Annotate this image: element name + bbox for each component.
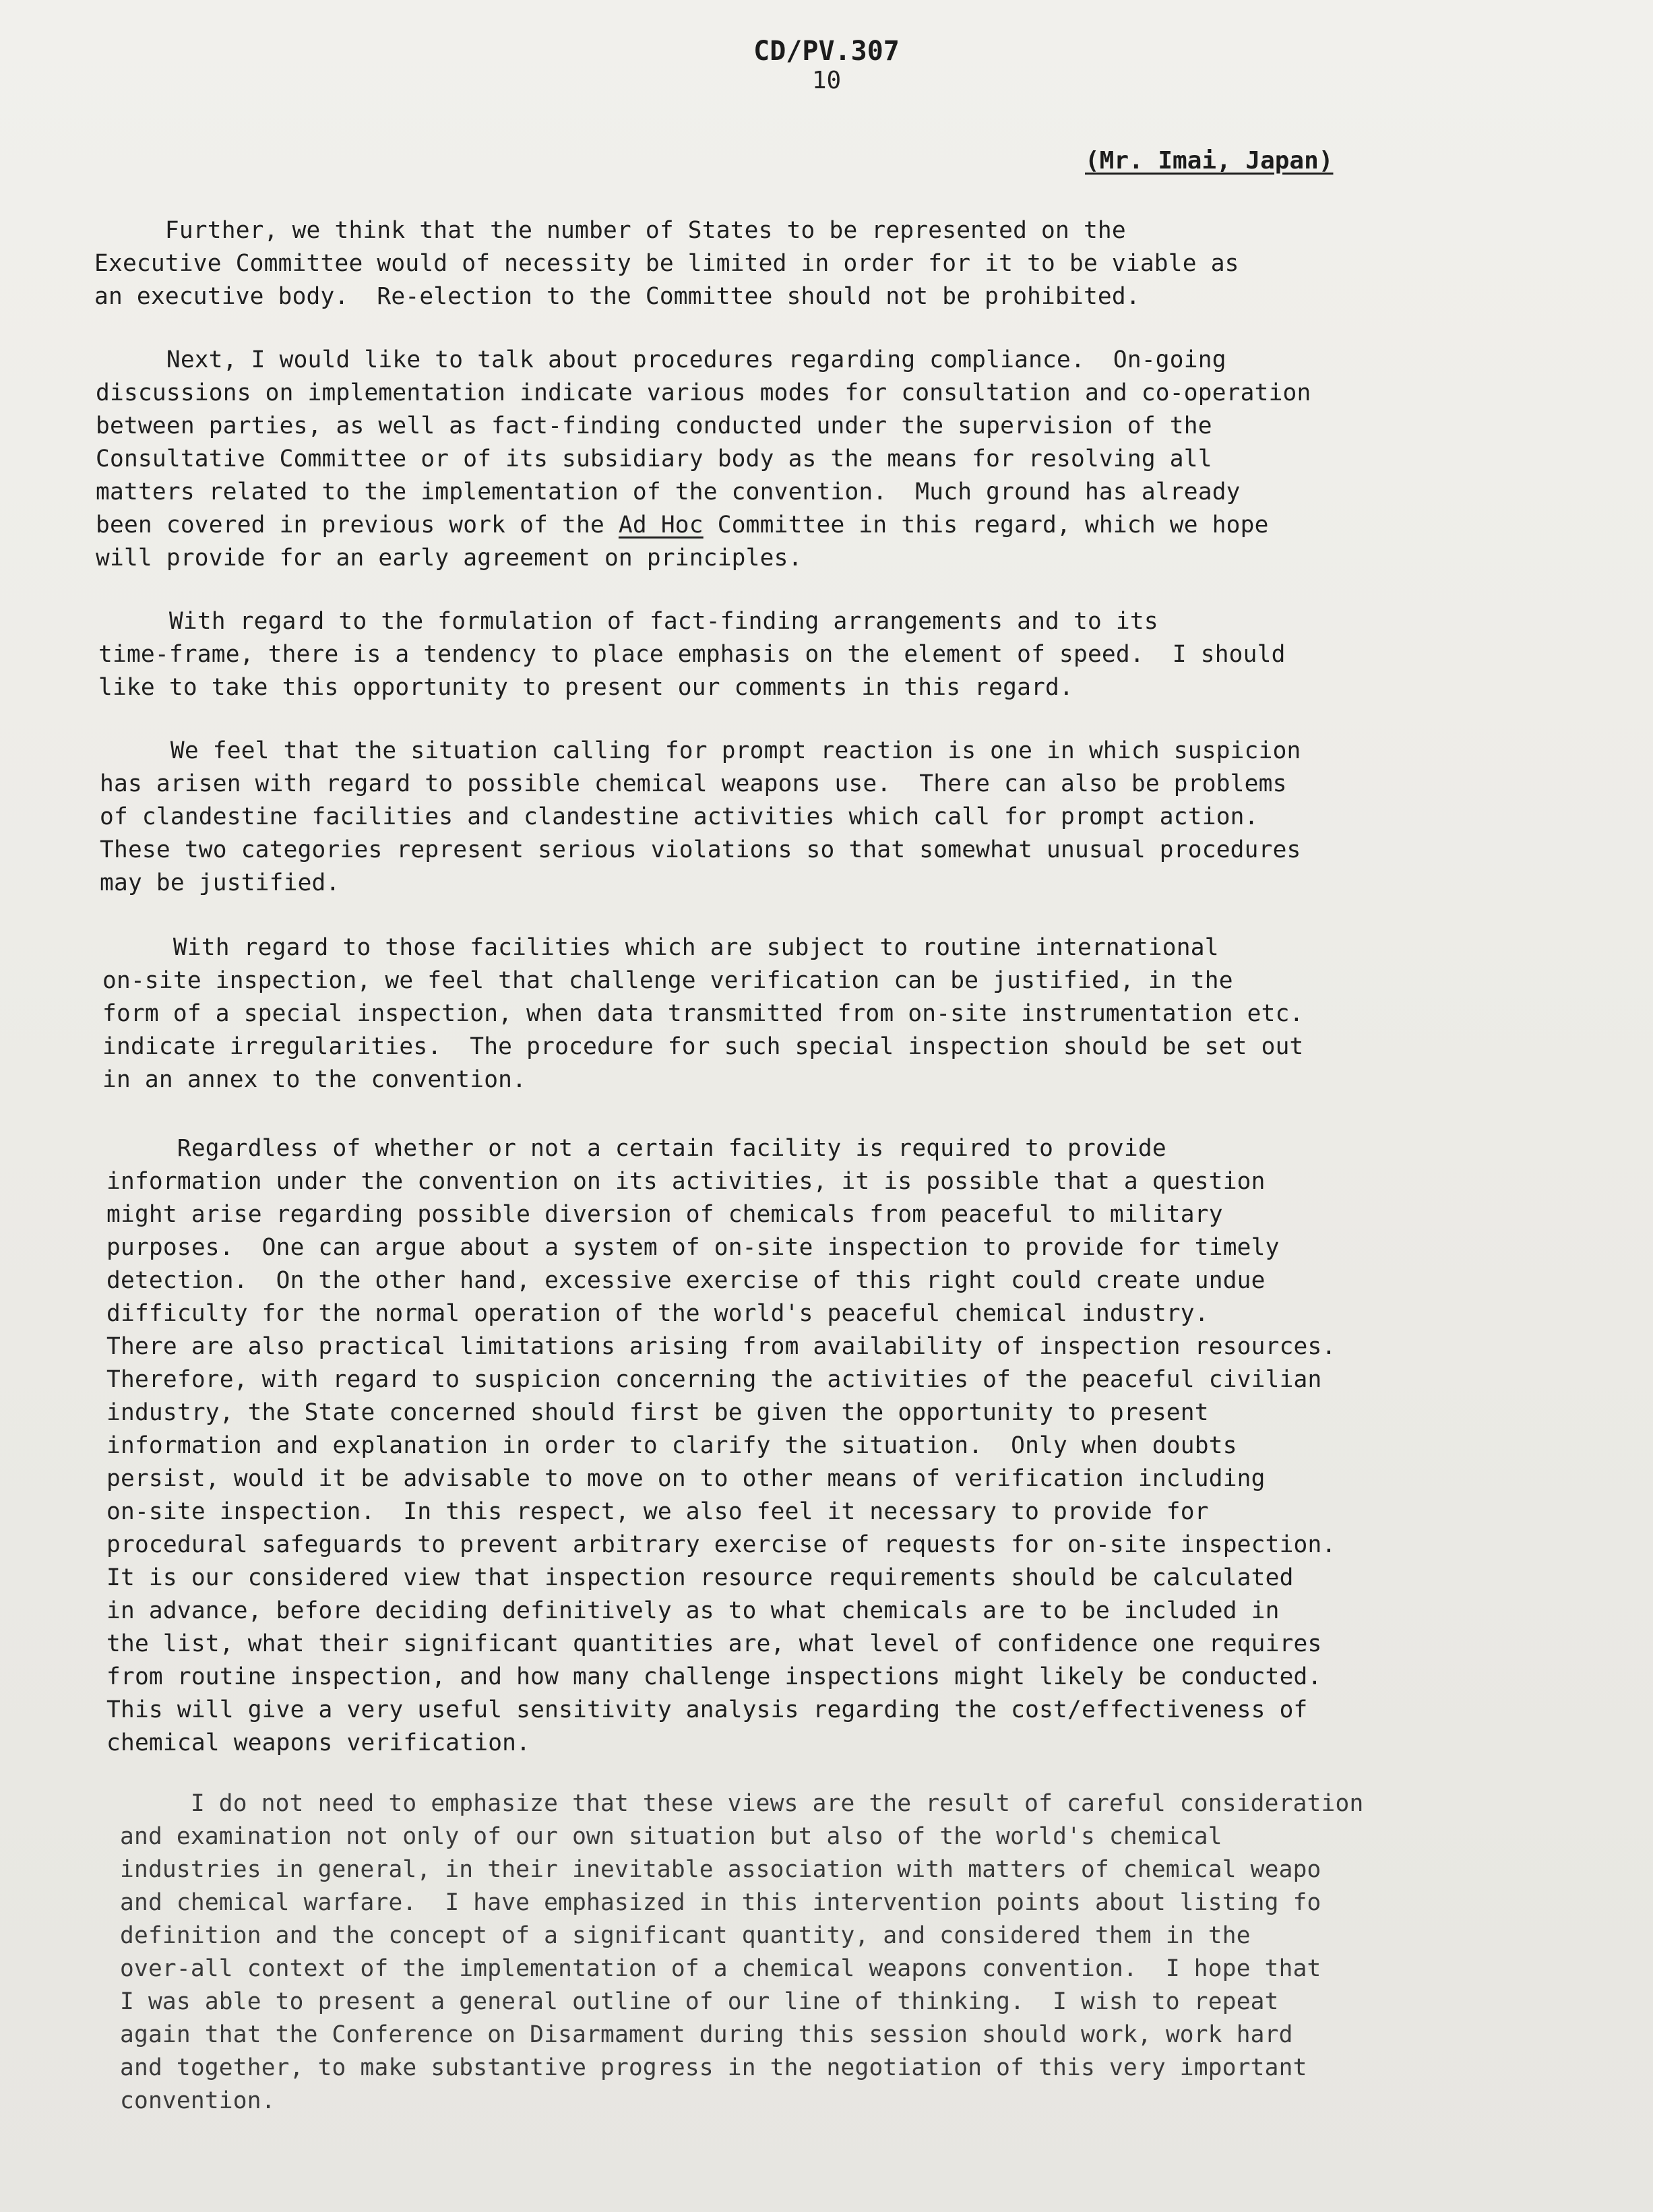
text-line: over-all context of the implementation of a chemical weapons convention. I hope that <box>120 1955 1321 1982</box>
text-line: indicate irregularities. The procedure for such special inspection should be set out <box>102 1033 1304 1060</box>
text-line: between parties, as well as fact-finding conducted under the supervision of the <box>96 412 1212 439</box>
text-line: might arise regarding possible diversion of chemicals from peaceful to military <box>106 1201 1223 1228</box>
paragraph-7 <box>120 1787 1363 2118</box>
paragraph-2 <box>96 344 1311 575</box>
text-line: the list, what their significant quantities are, what level of confidence one requires <box>106 1630 1322 1657</box>
text-segment: Committee in this regard, which we hope <box>703 512 1269 539</box>
text-line: again that the Conference on Disarmament during this session should work, work hard <box>120 2021 1293 2048</box>
page-number: 10 <box>811 67 842 94</box>
text-line: persist, would it be advisable to move on to other means of verification including <box>106 1465 1266 1492</box>
text-line: in an annex to the convention. <box>102 1066 527 1093</box>
text-line: Next, I would like to talk about procedures regarding compliance. On-going <box>96 346 1226 373</box>
text-line: We feel that the situation calling for prompt reaction is one in which suspicion <box>100 737 1301 764</box>
text-line: of clandestine facilities and clandestine activities which call for prompt action. <box>100 803 1259 830</box>
text-line: matters related to the implementation of the convention. Much ground has already <box>96 479 1241 505</box>
text-line: convention. <box>120 2087 276 2114</box>
text-line: definition and the concept of a significant quantity, and considered them in the <box>120 1922 1251 1949</box>
text-line: and examination not only of our own situation but also of the world's chemical <box>120 1823 1222 1850</box>
text-line: purposes. One can argue about a system of on-site inspection to provide for timely <box>106 1234 1280 1261</box>
paragraph-3 <box>98 605 1286 704</box>
text-line: form of a special inspection, when data transmitted from on-site instrumentation etc. <box>102 1000 1304 1027</box>
text-line: industry, the State concerned should first be given the opportunity to present <box>106 1399 1209 1426</box>
text-line: It is our considered view that inspection resource requirements should be calculated <box>106 1564 1294 1591</box>
text-segment: been covered in previous work of the <box>96 512 619 539</box>
text-line: on-site inspection. In this respect, we also feel it necessary to provide for <box>106 1498 1209 1525</box>
paragraph-5 <box>102 931 1304 1097</box>
text-line: and together, to make substantive progress in the negotiation of this very important <box>120 2054 1307 2081</box>
text-line: on-site inspection, we feel that challenge verification can be justified, in the <box>102 967 1233 994</box>
text-line: information and explanation in order to clarify the situation. Only when doubts <box>106 1432 1237 1459</box>
text-line: procedural safeguards to prevent arbitrary exercise of requests for on-site inspection. <box>106 1531 1336 1558</box>
text-line: industries in general, in their inevitable association with matters of chemical weapo <box>120 1856 1321 1883</box>
text-line: difficulty for the normal operation of the world's peaceful chemical industry. <box>106 1300 1209 1327</box>
text-line: Therefore, with regard to suspicion concerning the activities of the peaceful civilian <box>106 1366 1322 1393</box>
text-line: With regard to the formulation of fact-finding arrangements and to its <box>98 608 1158 635</box>
text-line: There are also practical limitations arising from availability of inspection resources. <box>106 1333 1336 1360</box>
paragraph-6 <box>106 1132 1336 1760</box>
speaker-attribution <box>1085 147 1333 175</box>
text-line: These two categories represent serious violations so that somewhat unusual procedures <box>100 836 1301 863</box>
text-line: This will give a very useful sensitivity analysis regarding the cost/effectiveness of <box>106 1696 1308 1723</box>
text-line <box>96 509 1311 542</box>
paragraph-4 <box>100 735 1301 900</box>
paragraph-1 <box>94 214 1239 313</box>
text-line: and chemical warfare. I have emphasized in this intervention points about listing fo <box>120 1889 1321 1916</box>
text-line: Further, we think that the number of States to be represented on the <box>94 217 1126 244</box>
document-reference: CD/PV.307 <box>753 36 900 67</box>
text-line: chemical weapons verification. <box>106 1729 531 1756</box>
text-line: discussions on implementation indicate various modes for consultation and co-operation <box>96 379 1311 406</box>
text-line: information under the convention on its activities, it is possible that a question <box>106 1168 1266 1195</box>
text-line: like to take this opportunity to present our comments in this regard. <box>98 674 1073 701</box>
text-line: detection. On the other hand, excessive exercise of this right could create undue <box>106 1267 1266 1294</box>
text-line: With regard to those facilities which are subject to routine international <box>102 934 1219 961</box>
text-line: has arisen with regard to possible chemical weapons use. There can also be problems <box>100 770 1287 797</box>
text-line: an executive body. Re-election to the Committee should not be prohibited. <box>94 283 1140 310</box>
text-line: may be justified. <box>100 869 340 896</box>
text-line: will provide for an early agreement on principles. <box>96 545 803 572</box>
text-line: from routine inspection, and how many challenge inspections might likely be conducted. <box>106 1663 1322 1690</box>
text-line: in advance, before deciding definitively as to what chemicals are to be included in <box>106 1597 1280 1624</box>
speaker-name: (Mr. Imai, Japan) <box>1085 147 1334 175</box>
text-line: Executive Committee would of necessity be limited in order for it to be viable as <box>94 250 1239 277</box>
text-line: I was able to present a general outline of our line of thinking. I wish to repeat <box>120 1988 1279 2015</box>
text-line: Consultative Committee or of its subsidiary body as the means for resolving all <box>96 446 1212 472</box>
text-line: Regardless of whether or not a certain facility is required to provide <box>106 1135 1166 1162</box>
text-line: time-frame, there is a tendency to place emphasis on the element of speed. I should <box>98 641 1286 668</box>
text-line: I do not need to emphasize that these views are the result of careful consideration <box>120 1790 1364 1817</box>
ad-hoc-emphasis: Ad Hoc <box>618 512 704 539</box>
